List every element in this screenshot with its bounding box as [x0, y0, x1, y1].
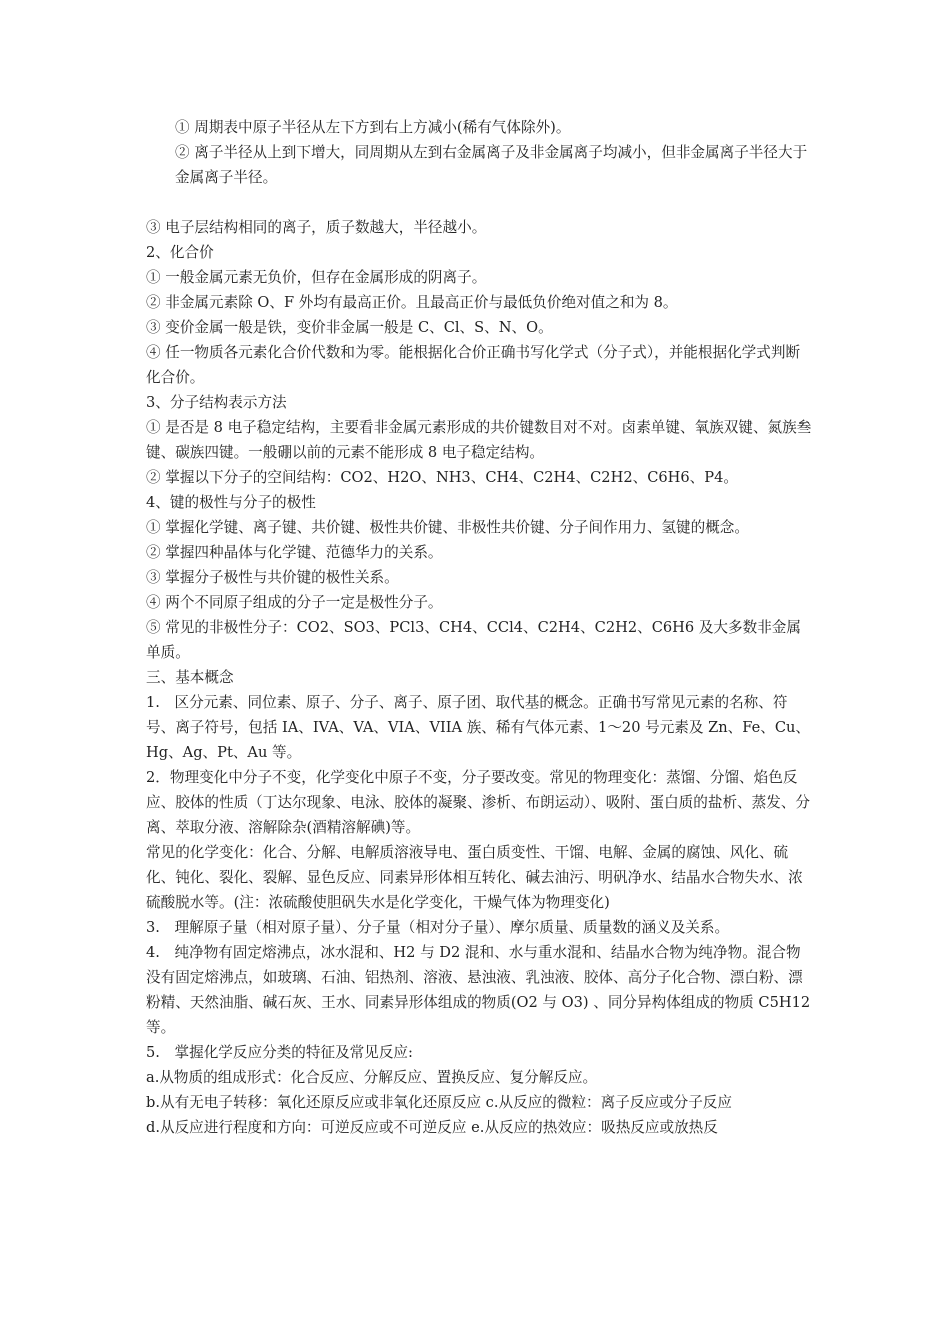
paragraph: ④ 两个不同原子组成的分子一定是极性分子。 [146, 594, 443, 611]
paragraph: ③ 掌握分子极性与共价键的极性关系。 [146, 569, 399, 586]
paragraph: ② 掌握以下分子的空间结构：CO2、H2O、NH3、CH4、C2H4、C2H2、C6H6、P4。 [146, 469, 738, 486]
paragraph: 4. 纯净物有固定熔沸点，冰水混和、H2 与 D2 混和、水与重水混和、结晶水合物为纯净物。混合物没有固定熔沸点，如玻璃、石油、铝热剂、溶液、悬浊液、乳浊液、胶体、高分子化合物、漂白粉、漂粉精、天然油脂、碱石灰、王水、同素异形体组成的物质(O2 与 O3) 、同分异构体组成的物质 C5H12 等。 [146, 944, 811, 1036]
paragraph: ② 掌握四种晶体与化学键、范德华力的关系。 [146, 544, 443, 561]
document-page [146, 115, 814, 1140]
section-heading: 3、分子结构表示方法 [146, 394, 287, 411]
paragraph: ② 离子半径从上到下增大，同周期从左到右金属离子及非金属离子均减小，但非金属离子半径大于金属离子半径。 [175, 144, 808, 186]
main-block [146, 215, 814, 1140]
paragraph: 常见的化学变化：化合、分解、电解质溶液导电、蛋白质变性、干馏、电解、金属的腐蚀、风化、硫化、钝化、裂化、裂解、显色反应、同素异形体相互转化、碱去油污、明矾净水、结晶水合物失水、浓硫酸脱水等。(注：浓硫酸使胆矾失水是化学变化，干燥气体为物理变化) [146, 844, 803, 911]
section-heading: 4、键的极性与分子的极性 [146, 494, 316, 511]
paragraph: 1. 区分元素、同位素、原子、分子、离子、原子团、取代基的概念。正确书写常见元素的名称、符号、离子符号，包括 IA、IVA、VA、VIA、VIIA 族、稀有气体元素、1～20 号元素及 Zn、Fe、Cu、Hg、Ag、Pt、Au 等。 [146, 694, 810, 761]
paragraph: ④ 任一物质各元素化合价代数和为零。能根据化合价正确书写化学式（分子式），并能根据化学式判断化合价。 [146, 344, 801, 386]
paragraph: b.从有无电子转移：氧化还原反应或非氧化还原反应 c.从反应的微粒：离子反应或分子反应 [146, 1094, 732, 1111]
paragraph: ① 一般金属元素无负价，但存在金属形成的阴离子。 [146, 269, 487, 286]
paragraph: ① 周期表中原子半径从左下方到右上方减小(稀有气体除外)。 [175, 119, 571, 136]
section-heading: 三、基本概念 [146, 669, 234, 686]
paragraph: ③ 变价金属一般是铁，变价非金属一般是 C、Cl、S、N、O。 [146, 319, 553, 336]
indented-block [146, 115, 814, 190]
paragraph: ⑤ 常见的非极性分子：CO2、SO3、PCl3、CH4、CCl4、C2H4、C2H2、C6H6 及大多数非金属单质。 [146, 619, 801, 661]
paragraph: ② 非金属元素除 O、F 外均有最高正价。且最高正价与最低负价绝对值之和为 8。 [146, 294, 678, 311]
section-heading: 2、化合价 [146, 244, 214, 261]
paragraph: 2．物理变化中分子不变，化学变化中原子不变，分子要改变。常见的物理变化：蒸馏、分馏、焰色反应、胶体的性质（丁达尔现象、电泳、胶体的凝聚、渗析、布朗运动）、吸附、蛋白质的盐析、蒸发、分离、萃取分液、溶解除杂(酒精溶解碘)等。 [146, 769, 811, 836]
paragraph: 5. 掌握化学反应分类的特征及常见反应: [146, 1044, 413, 1061]
paragraph: 3. 理解原子量（相对原子量）、分子量（相对分子量）、摩尔质量、质量数的涵义及关系。 [146, 919, 730, 936]
paragraph: a.从物质的组成形式：化合反应、分解反应、置换反应、复分解反应。 [146, 1069, 598, 1086]
paragraph: ③ 电子层结构相同的离子，质子数越大，半径越小。 [146, 219, 487, 236]
paragraph: ① 是否是 8 电子稳定结构，主要看非金属元素形成的共价键数目对不对。卤素单键、氧族双键、氮族叁键、碳族四键。一般硼以前的元素不能形成 8 电子稳定结构。 [146, 419, 812, 461]
paragraph: ① 掌握化学键、离子键、共价键、极性共价键、非极性共价键、分子间作用力、氢键的概念。 [146, 519, 749, 536]
paragraph: d.从反应进行程度和方向：可逆反应或不可逆反应 e.从反应的热效应：吸热反应或放热反 [146, 1119, 718, 1136]
blank-line [146, 190, 814, 215]
